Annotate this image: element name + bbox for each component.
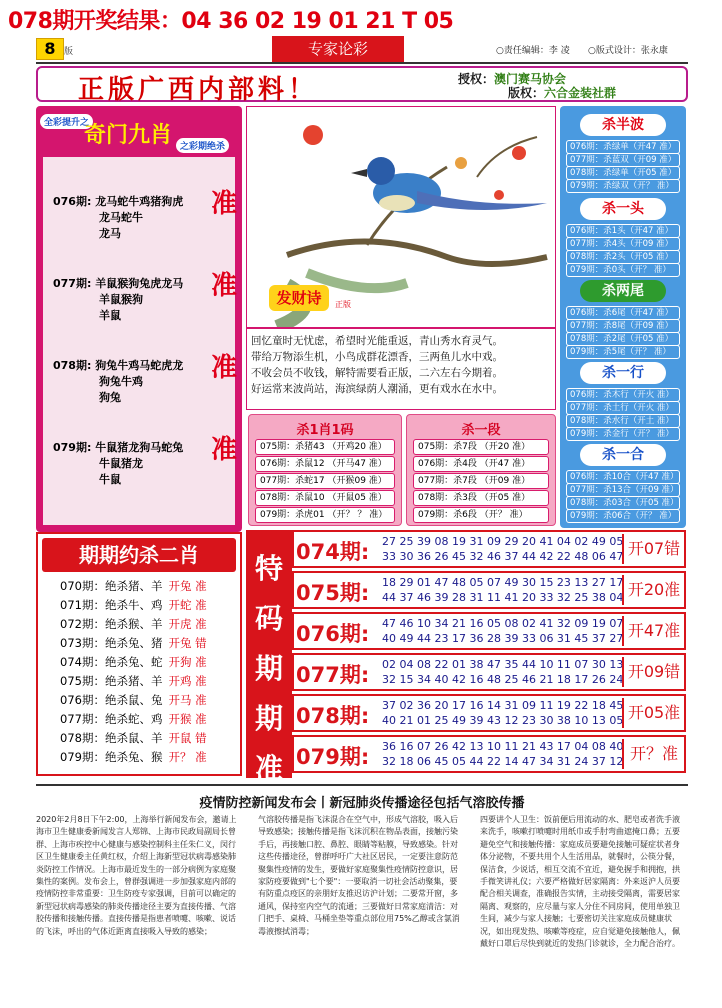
tema-numbers: 33 30 36 26 45 32 46 37 44 42 22 48 06 47 <box>382 550 624 563</box>
qimen-line2: 羊鼠猴狗 <box>99 293 143 306</box>
side-row: 079期：杀06合（开？ 准） <box>566 509 680 523</box>
sun-circle <box>303 125 323 145</box>
side-row: 078期：杀03合（开05 准） <box>566 496 680 510</box>
side-row: 078期：杀水行（开土 准） <box>566 414 680 428</box>
flower <box>455 157 467 169</box>
news-column-1: 2020年2月8日下午2:00，上海举行新闻发布会，邀请上海市卫生健康委新闻发言人郑锦、上海市民政局副局长曾群、上海市疾控中心健康与感染控制科主任朱仁义，闵行区卫生健康委主任黄红权，介绍上海新型冠状病毒感染肺炎防控工作情况。上海市最近发生的一部分病例为家庭聚集性的案例。发布会上，曾群强调进一步加强家庭内部的疫情防控非常重要：卫生防疫专家强调，目前可以确定的新型冠状病毒感染的肺炎传播途径主要为直接传播、气溶胶传播和接触传播。直接传播是指患者喷嚏、咳嗽、说话的飞沫，呼出的气体近距离直接吸入导致的感染； <box>36 815 237 936</box>
qimen-row <box>53 439 183 487</box>
kill-seg-panel <box>406 414 556 526</box>
poem-badge-small: 正版 <box>335 300 351 309</box>
header-rule <box>36 62 688 64</box>
tema-numbers: 36 16 07 26 42 13 10 11 21 43 17 04 08 40 <box>382 740 624 753</box>
qimen-issue: 077期: <box>53 277 92 290</box>
kill-two-row: 078期：绝杀鼠、羊 开鼠 错 <box>60 731 207 745</box>
tema-result: 开05准 <box>622 698 684 728</box>
kill-two-row: 072期：绝杀猴、羊 开虎 准 <box>60 617 207 631</box>
branch <box>287 241 547 264</box>
side-row: 076期：杀木行（开火 准） <box>566 388 680 402</box>
news-title: 疫情防控新闻发布会丨新冠肺炎传播途径包括气溶胶传播 <box>199 796 525 811</box>
kill-one-row: 076期：杀鼠12 （开马47 准） <box>255 456 395 472</box>
tema-row <box>292 735 686 773</box>
twig-right <box>477 137 537 177</box>
kill-two-title: 期期约杀二肖 <box>42 538 236 572</box>
qimen-title: 奇门九肖 <box>84 123 173 148</box>
side-row: 078期：杀2尾（开05 准） <box>566 332 680 346</box>
qimen-line1: 牛鼠猪龙狗马蛇兔 <box>95 441 184 454</box>
tema-row <box>292 694 686 732</box>
editor-credit: ○责任编辑：李 凌 <box>496 46 570 56</box>
qimen-row <box>53 357 183 405</box>
side-row: 076期：杀绿单（开47 准） <box>566 140 680 154</box>
qimen-issue: 076期: <box>53 195 92 208</box>
tema-row <box>292 530 686 568</box>
qimen-issue: 078期: <box>53 359 92 372</box>
kill-two-row: 071期：绝杀牛、鸡 开蛇 准 <box>60 598 207 612</box>
side-row: 079期：杀绿双（开？ 准） <box>566 179 680 193</box>
poem-box <box>246 328 556 410</box>
kill-two-row: 079期：绝杀兔、猴 开？ 准 <box>60 750 207 764</box>
flower <box>494 190 504 200</box>
tema-result: 开09错 <box>622 657 684 687</box>
tema-numbers: 32 18 06 45 05 44 22 14 47 34 31 24 37 12 <box>382 755 624 768</box>
tema-numbers: 37 02 36 20 17 16 14 31 09 11 19 22 18 45 <box>382 699 624 712</box>
kill-two-row: 077期：绝杀蛇、鸡 开猴 准 <box>60 712 207 726</box>
banner <box>36 66 688 105</box>
qimen-tag-left: 全彩提升之 <box>40 114 93 129</box>
tema-numbers: 27 25 39 08 19 31 09 29 20 41 04 02 49 05 <box>382 535 624 548</box>
qimen-list <box>42 156 236 526</box>
qimen-mark: 准 <box>211 189 238 219</box>
tema-result: 开？准 <box>622 739 684 769</box>
flower <box>512 146 526 160</box>
side-row: 078期：杀2头（开05 准） <box>566 250 680 264</box>
qimen-issue: 079期: <box>53 441 92 454</box>
tema-row <box>292 571 686 609</box>
qimen-line1: 狗兔牛鸡马蛇虎龙 <box>95 359 184 372</box>
kill-two-row: 074期：绝杀兔、蛇 开狗 准 <box>60 655 207 669</box>
kill-seg-row: 078期：杀3段 （开05 准） <box>413 490 549 506</box>
kill-seg-row: 075期：杀7段 （开20 准） <box>413 439 549 455</box>
bird-beak <box>351 169 367 177</box>
tema-numbers: 40 49 44 23 17 36 28 39 33 06 31 45 37 27 <box>382 632 624 645</box>
tema-char: 期 <box>254 702 283 735</box>
kill-seg-title: 杀一段 <box>461 423 501 438</box>
kill-one-title: 杀1肖1码 <box>296 423 354 438</box>
qimen-line1: 龙马蛇牛鸡猪狗虎 <box>95 195 184 208</box>
banner-copyright <box>508 84 616 101</box>
side-row: 077期：杀土行（开火 准） <box>566 401 680 415</box>
kill-one-row: 075期：杀猪43 （开鸡20 准） <box>255 439 395 455</box>
qimen-line3: 羊鼠 <box>99 309 121 322</box>
tema-result: 开20准 <box>622 575 684 605</box>
side-row: 077期：杀蓝双（开09 准） <box>566 153 680 167</box>
news-section <box>36 784 688 1000</box>
side-row: 077期：杀8尾（开09 准） <box>566 319 680 333</box>
tema-numbers: 40 21 01 25 49 39 43 12 23 30 38 10 13 05 <box>382 714 624 727</box>
banner-copyright-label: 版权： <box>508 86 545 100</box>
qimen-panel <box>36 106 242 532</box>
kill-one-row: 079期：杀虎01 （开？ ？ 准） <box>255 507 395 523</box>
side-row: 079期：杀5尾（开？ 准） <box>566 345 680 359</box>
qimen-line2: 狗兔牛鸡 <box>99 375 143 388</box>
kill-two-row: 070期：绝杀猪、羊 开兔 准 <box>60 579 207 593</box>
kill-seg-row: 076期：杀4段 （开47 准） <box>413 456 549 472</box>
poem-line: 好运常来波尚站，海滨绿荫人潮涌，更有戏水在水中。 <box>251 383 503 395</box>
bird-head <box>367 157 395 185</box>
kill-one-row: 077期：杀蛇17 （开猴09 准） <box>255 473 395 489</box>
banner-license-value: 澳门赛马协会 <box>494 72 567 86</box>
bird-illustration <box>246 106 556 328</box>
headline: 078期开奖结果：04 36 02 19 01 21 T 05 <box>8 9 454 34</box>
side-row: 077期：杀4头（开09 准） <box>566 237 680 251</box>
designer-credit: ○版式设计：张永康 <box>588 46 668 56</box>
banner-title: 正版广西内部料！ <box>78 75 319 105</box>
tema-row <box>292 653 686 691</box>
tema-numbers: 47 46 10 34 21 16 05 08 02 41 32 09 19 07 <box>382 617 624 630</box>
tema-char: 期 <box>254 652 283 685</box>
banner-license-label: 授权： <box>458 72 495 86</box>
tema-numbers: 32 15 34 40 42 16 48 25 46 21 18 17 26 24 <box>382 673 624 686</box>
tema-vertical-title <box>246 530 292 785</box>
kill-two-row: 076期：绝杀鼠、兔 开马 准 <box>60 693 207 707</box>
qimen-line3: 狗兔 <box>99 391 121 404</box>
tema-period: 077期: <box>296 663 370 687</box>
tema-period: 076期: <box>296 622 370 646</box>
side-title: 杀半波 <box>580 114 666 136</box>
side-title: 杀一行 <box>580 362 666 384</box>
poem-line: 带给万物添生机，小鸟成群花漂香，三两鱼儿水中戏。 <box>251 351 503 363</box>
side-row: 079期：杀0头（开？ 准） <box>566 263 680 277</box>
kill-two-row: 073期：绝杀兔、猪 开兔 错 <box>60 636 207 650</box>
kill-seg-row: 079期：杀6段 （开？ 准） <box>413 507 549 523</box>
page-number: 8 <box>36 38 64 60</box>
news-column-2: 气溶胶传播是指飞沫混合在空气中，形成气溶胶，吸入后导致感染；接触传播是指飞沫沉积在物品表面，接触污染手后，再接触口腔、鼻腔、眼睛等粘膜，导致感染。针对这些传播途径，曾群呼吁广大社区居民，一定要注意防范聚集性疫情的发生，要做好家庭聚集性疫情防控意识，居家防疫要做到"七个要"：一要取消一切社会活动聚集，要有防重点疫区的亲朋好友推迟访沪计划；二要常开窗，多通风，保持室内空气的流通；三要做好日常家庭清洁：对门把手、桌椅、马桶坐垫等重点部位用75%乙醇或含氯消毒液擦拭消毒； <box>258 815 460 936</box>
side-row: 076期：杀10合（开47 准） <box>566 470 680 484</box>
tema-period: 074期: <box>296 540 370 564</box>
tema-period: 075期: <box>296 581 370 605</box>
qimen-line2: 龙马蛇牛 <box>99 211 143 224</box>
side-row: 076期：杀1头（开47 准） <box>566 224 680 238</box>
tema-row <box>292 612 686 650</box>
side-row: 076期：杀6尾（开47 准） <box>566 306 680 320</box>
page-suffix: 版 <box>64 47 74 57</box>
tema-result: 开47准 <box>622 616 684 646</box>
tema-numbers: 02 04 08 22 01 38 47 35 44 10 11 07 30 13 <box>382 658 624 671</box>
banner-copyright-value: 六合金装社群 <box>544 86 617 100</box>
tema-char: 特 <box>254 552 283 585</box>
poem-line: 回忆童时无忧虑，希望时光能重返，青山秀水育灵气。 <box>251 335 503 347</box>
side-title: 杀两尾 <box>580 280 666 302</box>
poem-line: 不收会员不收钱，解特需要看正版，二六左右今期着。 <box>251 367 503 379</box>
tema-period: 078期: <box>296 704 370 728</box>
qimen-row <box>53 275 183 323</box>
qimen-row <box>53 193 183 241</box>
tema-char: 码 <box>254 602 283 635</box>
section-title: 专家论彩 <box>272 36 404 62</box>
news-column-3: 四要讲个人卫生：饭前便后用流动的水、肥皂或者洗手液来洗手，咳嗽打喷嚏时用纸巾或手肘弯曲遮掩口鼻；五要避免空气和接触传播：家庭成员要避免接触可疑症状者身体分泌物，不要共用个人生活用品，就餐时，公筷分餐，保洁食，少说话，相互交流不宜近，避免握手和拥抱，拱手微笑讲礼仪；六要严格做好居家隔离：外来返沪人员要配合相关调查，准确报告实情，主动接受隔离，需要居家隔离、观察的，应尽量与家人分住不同房间，使用单独卫生间，减少与家人接触；七要密切关注家庭成员健康状况，如出现发热、咳嗽等疫症，应自觉避免接触他人，佩戴好口罩后尽快到就近的发热门诊就诊，全力配合治疗。 <box>480 815 680 949</box>
poem-badge: 发财诗 <box>269 285 329 311</box>
side-row: 077期：杀13合（开09 准） <box>566 483 680 497</box>
qimen-mark: 准 <box>211 353 238 383</box>
qimen-line2: 牛鼠猪龙 <box>99 457 143 470</box>
kill-two-row: 075期：绝杀猪、羊 开鸡 准 <box>60 674 207 688</box>
qimen-line1: 羊鼠猴狗兔虎龙马 <box>95 277 184 290</box>
bird-belly <box>379 195 415 211</box>
kill-one-row: 078期：杀鼠10 （开鼠05 准） <box>255 490 395 506</box>
side-title: 杀一合 <box>580 444 666 466</box>
qimen-tag-right: 之彩期绝杀 <box>176 138 229 153</box>
qimen-mark: 准 <box>211 271 238 301</box>
tema-numbers: 18 29 01 47 48 05 07 49 30 15 23 13 27 17 <box>382 576 624 589</box>
kill-one-panel <box>248 414 402 526</box>
kill-seg-row: 077期：杀7段 （开09 准） <box>413 473 549 489</box>
tema-char: 准 <box>254 752 283 785</box>
tema-numbers: 44 37 46 39 28 31 11 41 20 33 32 25 38 04 <box>382 591 624 604</box>
side-title: 杀一头 <box>580 198 666 220</box>
qimen-line3: 龙马 <box>99 227 121 240</box>
tema-result: 开07错 <box>622 534 684 564</box>
kill-two-panel <box>36 532 242 776</box>
tema-period: 079期: <box>296 745 370 769</box>
side-column <box>560 106 686 528</box>
side-row: 078期：杀绿单（开05 准） <box>566 166 680 180</box>
qimen-line3: 牛鼠 <box>99 473 121 486</box>
qimen-mark: 准 <box>211 435 238 465</box>
side-row: 079期：杀金行（开？ 准） <box>566 427 680 441</box>
